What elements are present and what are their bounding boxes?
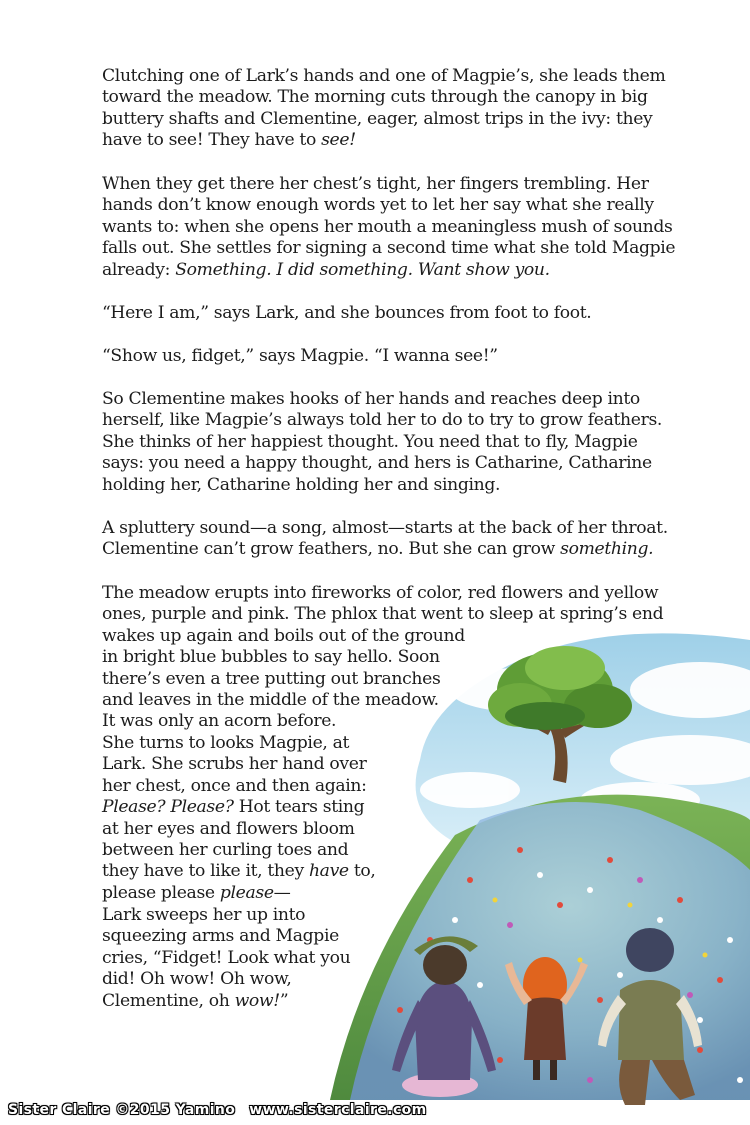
emphasis: Something. I did something. Want show you. bbox=[175, 259, 550, 280]
p9-line-5: Clementine, oh wow!” bbox=[102, 990, 289, 1011]
emphasis: have bbox=[308, 861, 349, 882]
p8-line-4: Please? Please? Hot tears sting bbox=[102, 797, 365, 818]
paragraph-7 bbox=[102, 583, 663, 733]
paragraph-3 bbox=[102, 303, 591, 324]
paragraph-9 bbox=[102, 905, 350, 1012]
p7-line-3: wakes up again and boils out of the ground bbox=[102, 625, 465, 646]
p8-line-1: She turns to looks Magpie, at bbox=[102, 733, 350, 753]
p7-line-2: ones, purple and pink. The phlox that went to sleep at spring’s end bbox=[102, 604, 664, 625]
p1-line-3: buttery shafts and Clementine, eager, almost trips in the ivy: they bbox=[102, 108, 653, 129]
p7-line-7: It was only an acorn before. bbox=[102, 711, 337, 732]
p7-line-1: The meadow erupts into fireworks of color, red flowers and yellow bbox=[102, 583, 659, 603]
p7-line-4: in bright blue bubbles to say hello. Soon bbox=[102, 647, 440, 668]
emphasis: please bbox=[219, 882, 274, 903]
p8-line-8: please please please— bbox=[102, 882, 291, 903]
p9-line-3: cries, “Fidget! Look what you bbox=[102, 947, 351, 968]
p8-line-6: between her curling toes and bbox=[102, 840, 349, 861]
paragraph-6 bbox=[102, 518, 668, 561]
p8-line-5: at her eyes and flowers bloom bbox=[102, 818, 355, 839]
p8-line-2: Lark. She scrubs her hand over bbox=[102, 754, 367, 775]
p6-line-2: Clementine can’t grow feathers, no. But she can grow something. bbox=[102, 539, 654, 560]
p5-line-5: holding her, Catharine holding her and singing. bbox=[102, 474, 501, 495]
p9-line-4: did! Oh wow! Oh wow, bbox=[102, 969, 292, 990]
p7-line-6: and leaves in the middle of the meadow. bbox=[102, 690, 439, 711]
p1-line-1: Clutching one of Lark’s hands and one of Magpie’s, she leads them bbox=[102, 66, 666, 86]
footer-credits bbox=[8, 1102, 427, 1118]
p2-line-1: When they get there her chest’s tight, her fingers trembling. Her bbox=[102, 174, 649, 194]
p2-line-3: wants to: when she opens her mouth a meaningless mush of sounds bbox=[102, 216, 673, 237]
paragraph-8 bbox=[102, 733, 376, 904]
p4-line-1: “Show us, fidget,” says Magpie. “I wanna see!” bbox=[102, 346, 498, 366]
p5-line-4: says: you need a happy thought, and hers is Catharine, Catharine bbox=[102, 453, 652, 474]
p2-line-4: falls out. She settles for signing a second time what she told Magpie bbox=[102, 238, 676, 259]
p2-line-2: hands don’t know enough words yet to let her say what she really bbox=[102, 195, 654, 216]
p6-line-1: A spluttery sound—a song, almost—starts at the back of her throat. bbox=[102, 518, 668, 538]
copyright-credit: Sister Claire ©2015 Yamino bbox=[8, 1102, 236, 1118]
p9-line-2: squeezing arms and Magpie bbox=[102, 926, 339, 947]
p1-line-2: toward the meadow. The morning cuts through the canopy in big bbox=[102, 87, 648, 108]
paragraph-4 bbox=[102, 346, 498, 367]
p2-line-5: already: Something. I did something. Want show you. bbox=[102, 259, 550, 280]
p5-line-3: She thinks of her happiest thought. You need that to fly, Magpie bbox=[102, 431, 638, 452]
p8-line-7: they have to like it, they have to, bbox=[102, 861, 376, 882]
p3-line-1: “Here I am,” says Lark, and she bounces from foot to foot. bbox=[102, 303, 592, 323]
emphasis: Please? Please? bbox=[102, 797, 234, 818]
paragraph-1 bbox=[102, 66, 665, 152]
p9-line-1: Lark sweeps her up into bbox=[102, 905, 306, 925]
p8-line-3: her chest, once and then again: bbox=[102, 775, 367, 796]
p7-line-5: there’s even a tree putting out branches bbox=[102, 668, 441, 689]
website-link[interactable]: www.sisterclaire.com bbox=[249, 1102, 427, 1118]
p1-line-4: have to see! They have to see! bbox=[102, 130, 356, 151]
emphasis: see! bbox=[321, 130, 356, 151]
p5-line-2: herself, like Magpie’s always told her to do to try to grow feathers. bbox=[102, 410, 663, 431]
emphasis: something. bbox=[560, 539, 654, 560]
paragraph-2 bbox=[102, 174, 675, 281]
paragraph-5 bbox=[102, 389, 662, 496]
p5-line-1: So Clementine makes hooks of her hands and reaches deep into bbox=[102, 389, 640, 409]
emphasis: wow! bbox=[234, 990, 280, 1011]
